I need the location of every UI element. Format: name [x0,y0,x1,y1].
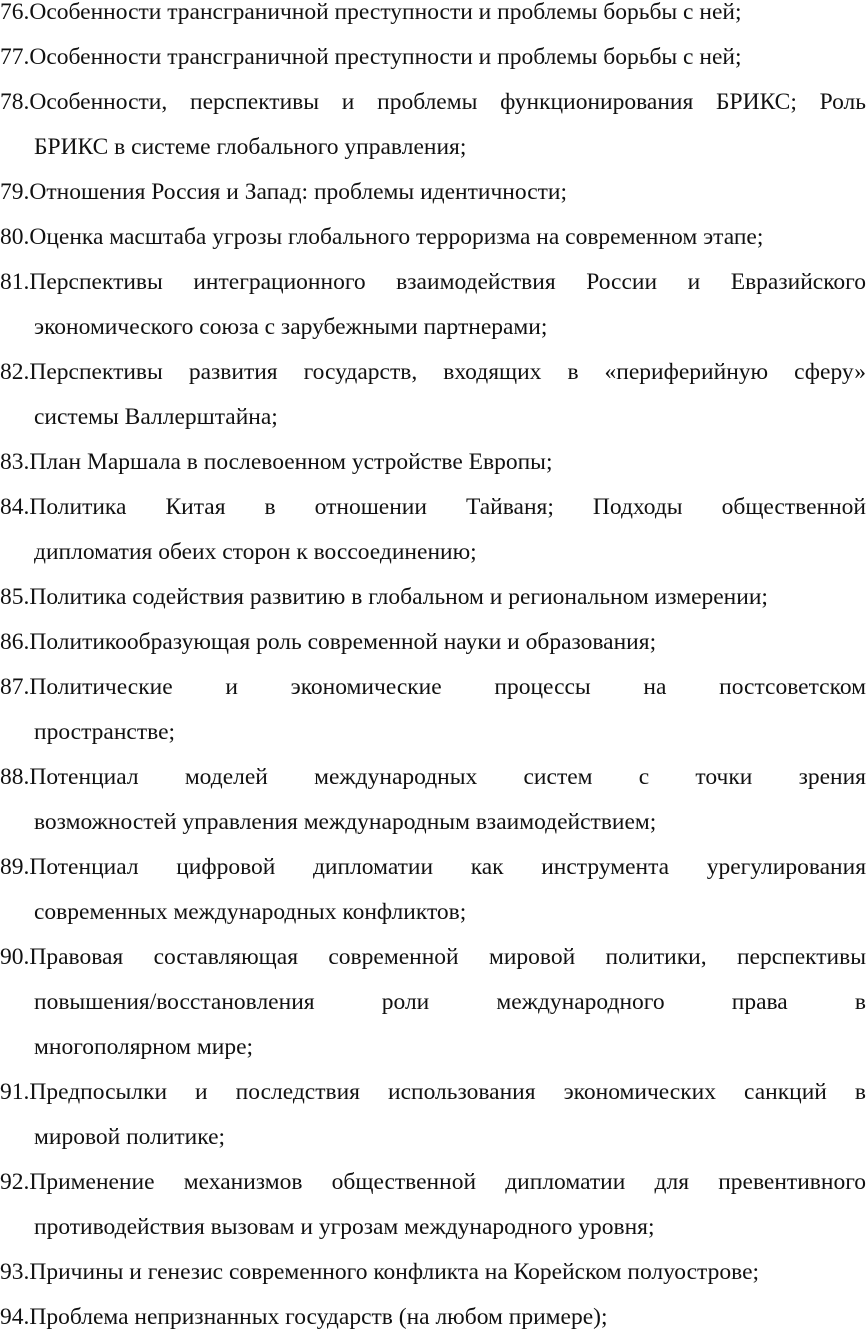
list-item-continuation: мировой политике; [34,1124,226,1150]
list-item-text: 78.Особенности, перспективы и проблемы функционирования БРИКС; Роль [0,89,866,115]
list-item-text: 76.Особенности трансграничной преступности и проблемы борьбы с ней; [0,0,742,25]
list-item-continuation: современных международных конфликтов; [34,899,467,925]
list-item-text: 88.Потенциал моделей международных систем с точки зрения [0,764,866,790]
list-item-continuation: экономического союза с зарубежными партнерами; [34,314,548,340]
list-item-continuation: БРИКС в системе глобального управления; [34,134,467,160]
list-item-text: 79.Отношения Россия и Запад: проблемы идентичности; [0,179,568,205]
list-item-text: 89.Потенциал цифровой дипломатии как инструмента урегулирования [0,854,866,880]
list-item-text: 86.Политикообразующая роль современной науки и образования; [0,629,657,655]
list-item-continuation: пространстве; [34,719,176,745]
list-item-continuation: многополярном мире; [34,1034,254,1060]
list-item-text: 77.Особенности трансграничной преступности и проблемы борьбы с ней; [0,44,742,70]
list-item-text: 90.Правовая составляющая современной мировой политики, перспективы [0,944,866,970]
list-item-text: 93.Причины и генезис современного конфликта на Корейском полуострове; [0,1259,760,1285]
list-item-text: 92.Применение механизмов общественной дипломатии для превентивного [0,1169,866,1195]
list-item-text: 80.Оценка масштаба угрозы глобального терроризма на современном этапе; [0,224,764,250]
list-item-text: 94.Проблема непризнанных государств (на любом примере); [0,1304,608,1330]
list-item-continuation: системы Валлерштайна; [34,404,278,430]
list-item-text: 83.План Маршала в послевоенном устройстве Европы; [0,449,553,475]
list-item-text: 85.Политика содействия развитию в глобальном и региональном измерении; [0,584,768,610]
list-item-text: 87.Политические и экономические процессы на постсоветском [0,674,866,700]
list-item-continuation: противодействия вызовам и угрозам международного уровня; [34,1214,655,1240]
list-item-text: 91.Предпосылки и последствия использования экономических санкций в [0,1079,866,1105]
list-item-continuation: возможностей управления международным взаимодействием; [34,809,657,835]
list-item-text: 84.Политика Китая в отношении Тайваня; Подходы общественной [0,494,866,520]
list-item-text: 82.Перспективы развития государств, входящих в «периферийную сферу» [0,359,866,385]
list-item-continuation: повышения/восстановления роли международного права в [34,989,866,1015]
list-item-continuation: дипломатия обеих сторон к воссоединению; [34,539,477,565]
list-item-text: 81.Перспективы интеграционного взаимодействия России и Евразийского [0,269,866,295]
